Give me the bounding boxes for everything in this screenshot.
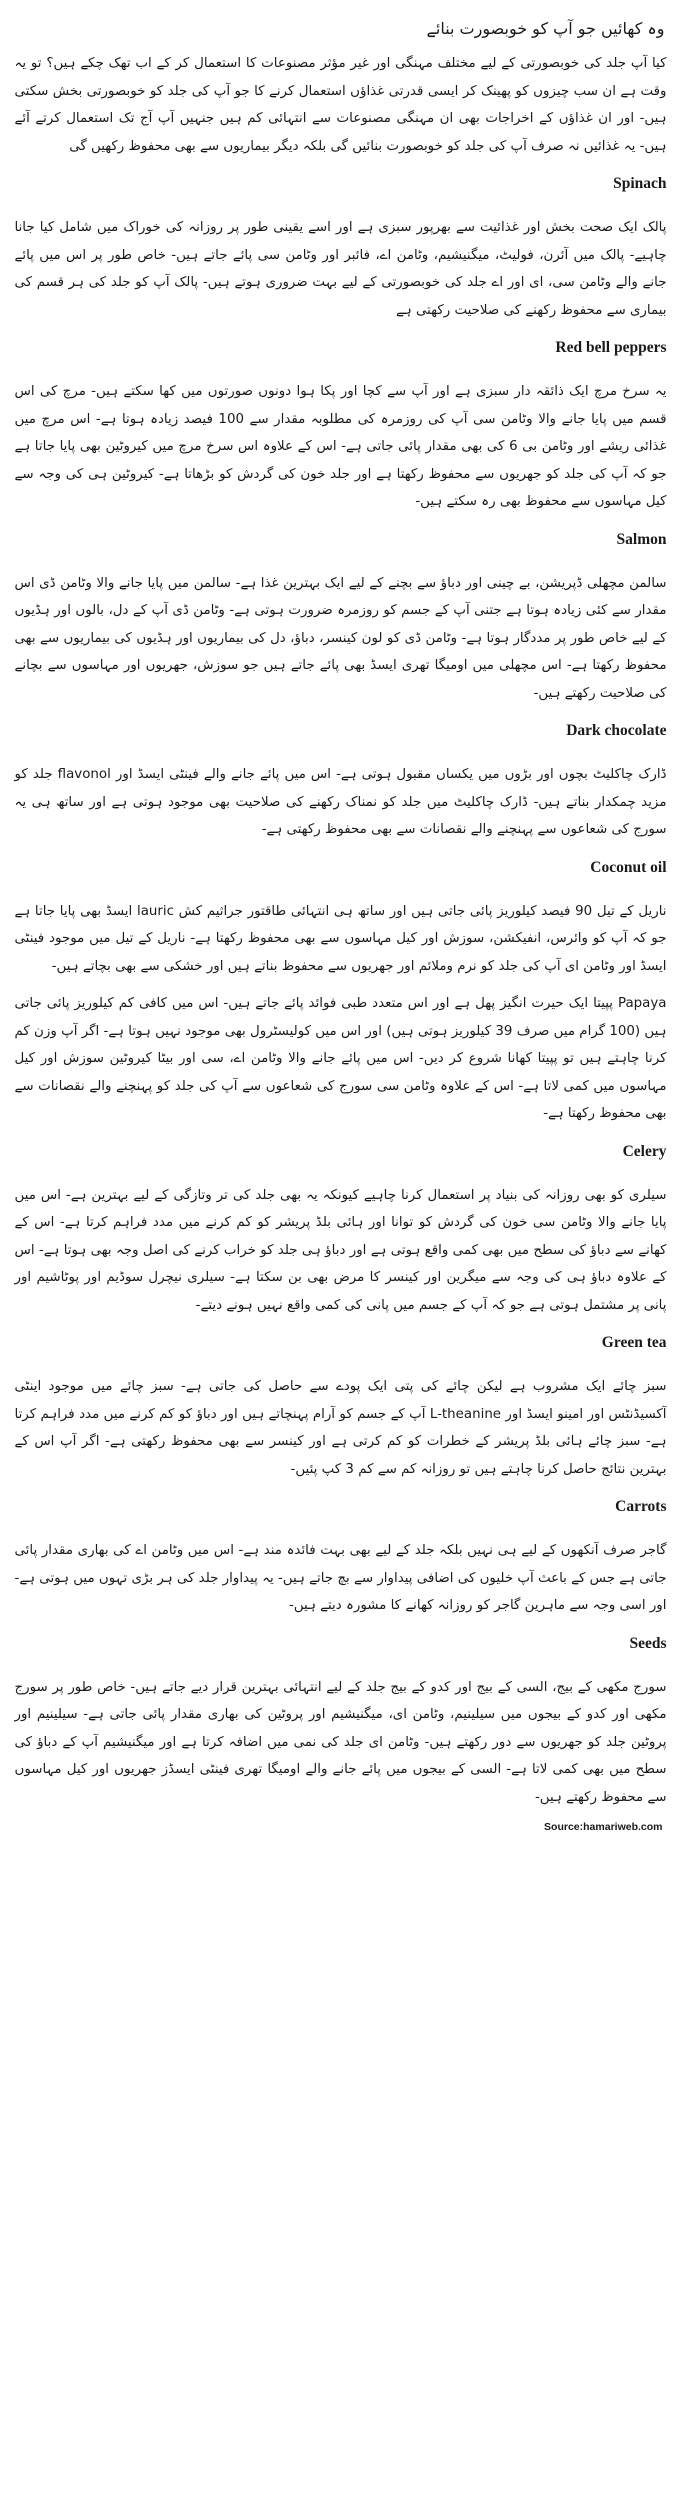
section-heading-dark-chocolate: Dark chocolate	[566, 722, 667, 739]
section-paragraph-dark-chocolate: ڈارک چاکلیٹ بچوں اور بڑوں میں یکساں مقبول ہوتی ہے- اس میں پائے جانے والے فینٹی ایسڈ اور flavonol جلد کو مزید چمکدار بناتے ہیں- ڈارک چاکلیٹ میں جلد کو نمناک رکھنے کی صلاحیت بھی موجود ہوتی ہے اور ساتھ ہی یہ سورج کی شعاعوں سے پہنچنے والے نقصانات سے بھی محفوظ رکھتی ہے-	[14, 767, 667, 837]
section-heading-salmon: Salmon	[616, 530, 667, 548]
section-paragraph-carrots: گاجر صرف آنکھوں کے لیے ہی نہیں بلکہ جلد کے لیے بھی بہت فائدہ مند ہے- اس میں وٹامن اے کی بھاری مقدار پائی جاتی ہے جس کے باعث آپ خلیوں کی اضافی پیداوار سے بچ جاتے ہیں- یہ پیداوار جلد کی ہر بڑی تہوں میں ہوتی ہے- اور اسی وجہ سے ماہرین گاجر کو روزانہ کھانے کا مشورہ دیتے ہیں-	[14, 1543, 667, 1613]
section-heading-seeds: Seeds	[629, 1634, 667, 1652]
intro-paragraph: کیا آپ جلد کی خوبصورتی کے لیے مختلف مہنگی اور غیر مؤثر مصنوعات کا استعمال کر کے اب تھک چکے ہیں؟ تو یہ وقت ہے ان سب چیزوں کو پھینک کر ایسی قدرتی غذاؤں استعمال کرنے کا جو آپ کی جلد کو خوبصورتی بخش سکتی ہیں- اور ان غذاؤں کے اخراجات بھی ان مہنگی مصنوعات سے انتہائی کم ہیں جنہیں آپ آج تک استعمال کرتے آئے ہیں- یہ غذائیں نہ صرف آپ کی جلد کو خوبصورت بنائیں گی بلکہ دیگر بیماریوں سے بھی محفوظ رکھیں گی	[14, 56, 667, 154]
section-paragraph-celery: سیلری کو بھی روزانہ کی بنیاد پر استعمال کرنا چاہیے کیونکہ یہ بھی جلد کی تر وتازگی کے لیے بہترین ہے- اس میں پایا جانے والا وٹامن سی خون کی گردش کو توانا اور ہائی بلڈ پریشر کو کم کرنے میں مدد فراہم کرتا ہے- اس کے کھانے سے دباؤ کی سطح میں بھی کمی واقع ہوتی ہے اور دباؤ ہی جلد کو خراب کرنے کی اصل وجہ بھی ہوتا ہے- اس کے علاوہ دباؤ ہی کی وجہ سے میگرین اور کینسر کا مرض بھی بن سکتا ہے- سیلری نیچرل سوڈیم اور پوٹاشیم اور پانی پر مشتمل ہوتی ہے جو کہ آپ کے جسم میں پانی کی کمی واقع نہیں ہونے دیتے-	[14, 1187, 667, 1313]
section-heading-green-tea: Green tea	[601, 1334, 667, 1351]
article	[11, 0, 671, 1833]
section-paragraph-spinach: پالک ایک صحت بخش اور غذائیت سے بھرپور سبزی ہے اور اسے یقینی طور پر روزانہ کی خوراک میں شامل کیا جانا چاہیے- پالک میں آئرن، فولیٹ، میگنیشیم، وٹامن اے، فائبر اور وٹامن سی پائے جاتے ہیں- خاص طور پر اس میں پائے جانے والے وٹامن سی، ای اور اے جلد کی خوبصورتی کے لیے بہت ضروری ہوتے ہیں- پالک آپ کو جلد کی ہر قسم کی بیماری سے محفوظ رکھنے کی صلاحیت رکھتی ہے	[14, 220, 667, 318]
section-heading-red-bell-peppers: Red bell peppers	[555, 339, 667, 356]
section-heading-carrots: Carrots	[615, 1498, 667, 1515]
section-paragraph-green-tea: سبز چائے ایک مشروب ہے لیکن چائے کی پتی ایک پودے سے حاصل کی جاتی ہے- سبز چائے میں موجود اینٹی آکسیڈنٹس اور امینو ایسڈ اور L-theanine آپ کے جسم کو آرام پہنچاتے ہیں اور دباؤ کو کم کرنے میں مدد فراہم کرتا ہے- سبز چائے ہائی بلڈ پریشر کے خطرات کو کم کرتی ہے اور کینسر سے بھی محفوظ رکھتی ہے- اگر آپ اس کے بہترین نتائج حاصل کرنا چاہتے ہیں تو روزانہ کم سے کم 3 کپ پئیں-	[14, 1379, 667, 1477]
article-title: وہ کھائیں جو آپ کو خوبصورت بنائے	[426, 19, 665, 38]
section-paragraph-papaya: Papaya پپیتا ایک حیرت انگیز پھل ہے اور اس متعدد طبی فوائد پائے جاتے ہیں- اس میں کافی کم کیلوریز پائی جاتی ہیں (100 گرام میں صرف 39 کیلوریز ہوتی ہیں) اور اس میں کولیسٹرول بھی موجود نہیں ہوتا ہے- اگر آپ وزن کم کرنا چاہتے ہیں تو پپیتا کھانا شروع کر دیں- اس میں پائے جانے والا وٹامن اے، سی اور بیٹا کیروٹین سوزش اور کیل مہاسوں میں کمی لاتا ہے- اس کے علاوہ وٹامن سی سورج کی شعاعوں سے آپ کی جلد کو پہنچنے والے نقصانات سے بھی محفوظ رکھتا ہے-	[14, 996, 667, 1121]
section-paragraph-red-bell-peppers: یہ سرخ مرچ ایک ذائقہ دار سبزی ہے اور آپ سے کچا اور پکا ہوا دونوں صورتوں میں کھا سکتے ہیں- مرچ کی اس قسم میں پایا جانے والا وٹامن سی آپ کی روزمرہ کی مطلوبہ مقدار سے 100 فیصد زیادہ ہوتا ہے- اس مرچ میں غذائی ریشے اور وٹامن بی 6 کی بھی مقدار پائی جاتی ہے- اس کے علاوہ اس سرخ مرچ میں کیروٹین بھی پایا جاتا ہے جو کہ آپ کی جلد کو جھریوں سے محفوظ رکھتا ہے اور جلد خون کی گردش کو بڑھاتا ہے- کیروٹین ہی کی وجہ سے کیل مہاسوں سے محفوظ بھی رہ سکتے ہیں-	[14, 384, 667, 509]
section-paragraph-seeds: سورج مکھی کے بیج، السی کے بیج اور کدو کے بیج جلد کے لیے انتہائی بہترین قرار دیے جاتے ہیں- خاص طور پر سورج مکھی اور کدو کے بیجوں میں سیلینیم، وٹامن ای، میگنیشیم اور پروٹین کی بھاری مقدار پائی جاتی ہے- سیلینیم اور پروٹین جلد کو جھریوں سے دور رکھتے ہیں- وٹامن ای جلد کی نمی میں اضافہ کرتا ہے اور میگنیشیم آپ کے دباؤ کی سطح میں بھی کمی لاتا ہے- السی کے بیجوں میں پائے جانے والے اومیگا تھری فینٹی ایسڈز جھریوں اور کیل مہاسوں سے محفوظ رکھتے ہیں-	[14, 1679, 667, 1805]
section-paragraph-salmon: سالمن مچھلی ڈپریشن، بے چینی اور دباؤ سے بچنے کے لیے ایک بہترین غذا ہے- سالمن میں پایا جانے والا وٹامن ڈی اس مقدار سے کئی زیادہ ہوتا ہے جتنی آپ کے جسم کو روزمرہ ضرورت ہوتی ہے- وٹامن ڈی آپ کے دل، بالوں اور ہڈیوں کے لیے خاص طور پر مددگار ہوتا ہے- وٹامن ڈی کو لون کینسر، دباؤ، دل کی بیماریوں اور ہڈیوں کی بیماریوں سے بھی محفوظ رکھتا ہے- اس مچھلی میں اومیگا تھری ایسڈ بھی پائے جاتے ہیں جو سوزش، جھریوں اور مہاسوں سے بچانے کی صلاحیت رکھتے ہیں-	[14, 575, 667, 701]
section-heading-spinach: Spinach	[613, 175, 667, 192]
section-heading-celery: Celery	[622, 1142, 667, 1160]
section-paragraph-coconut-oil: ناریل کے تیل 90 فیصد کیلوریز پائی جاتی ہیں اور ساتھ ہی انتہائی طاقتور جراثیم کش lauric ایسڈ بھی پایا جاتا ہے جو کہ آپ کو وائرس، انفیکشن، سوزش اور کیل مہاسوں سے بھی محفوظ رکھتا ہے- ناریل کے تیل میں موجود فینٹی ایسڈ اور وٹامن ای آپ کی جلد کو نرم وملائم اور جھریوں سے محفوظ بناتے ہیں اور خشکی سے بھی بچاتے ہیں-	[14, 903, 667, 974]
section-heading-coconut-oil: Coconut oil	[590, 858, 667, 876]
source-credit: Source:hamariweb.com	[544, 1821, 663, 1833]
